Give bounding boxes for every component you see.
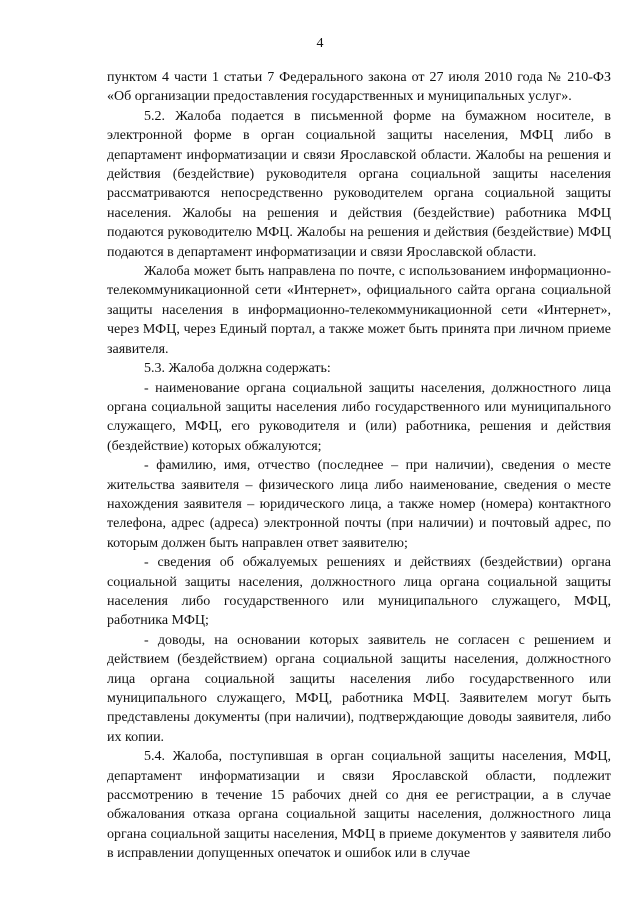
page-number: 4 <box>316 36 324 51</box>
list-item-name: - наименование органа социальной защиты населения, должностного лица органа социальной защиты населения либо государственного или муниципального служащего, МФЦ, его руководителя и (или) работника, решения и действия (бездействие) которых обжалуются; <box>107 380 611 454</box>
paragraph-1: пунктом 4 части 1 статьи 7 Федерального закона от 27 июля 2010 года № 210-ФЗ «Об организации предоставления государственных и муниципальных услуг». <box>107 70 611 105</box>
document-body <box>107 68 611 864</box>
paragraph-5-2: 5.2. Жалоба подается в письменной форме на бумажном носителе, в электронной форме в орган социальной защиты населения, МФЦ либо в департамент информатизации и связи Ярославской области. Жалобы на решения и действия (бездействие) руководителя органа социальной защиты населения рассматриваются непосредственно руководителем органа социальной защиты населения. Жалобы на решения и действия (бездействие) работника МФЦ подаются руководителю МФЦ. Жалобы на решения и действия (бездействие) МФЦ подаются в департамент информатизации и связи Ярославской области. <box>107 108 611 260</box>
list-item-decisions: - сведения об обжалуемых решениях и действиях (бездействии) органа социальной защиты населения, должностного лица органа социальной защиты населения либо государственного или муниципального служащего, МФЦ, работника МФЦ; <box>107 555 611 629</box>
paragraph-5-4: 5.4. Жалоба, поступившая в орган социальной защиты населения, МФЦ, департамент информатизации и связи Ярославской области, подлежит рассмотрению в течение 15 рабочих дней со дня ее регистрации, а в случае обжалования отказа органа социальной защиты населения, должностного лица органа социальной защиты населения, МФЦ в приеме документов у заявителя либо в исправлении допущенных опечаток и ошибок или в случае <box>107 749 611 862</box>
list-item-arguments: - доводы, на основании которых заявитель не согласен с решением и действием (бездействием) органа социальной защиты населения, должностного лица органа социальной защиты населения либо государственного или муниципального служащего, МФЦ, работника МФЦ. Заявителем могут быть представлены документы (при наличии), подтверждающие доводы заявителя, либо их копии. <box>107 632 611 745</box>
paragraph-5-3: 5.3. Жалоба должна содержать: <box>144 361 331 377</box>
list-item-applicant-info: - фамилию, имя, отчество (последнее – при наличии), сведения о месте жительства заявителя – физического лица либо наименование, сведения о месте нахождения заявителя – юридического лица, а также номер (номера) контактного телефона, адрес (адреса) электронной почты (при наличии) и почтовый адрес, по которым должен быть направлен ответ заявителю; <box>107 458 611 551</box>
paragraph-complaint-channels: Жалоба может быть направлена по почте, с использованием информационно-телекоммуникационной сети «Интернет», официального сайта органа социальной защиты населения в информационно-телекоммуникационной сети «Интернет», через МФЦ, через Единый портал, а также может быть принята при личном приеме заявителя. <box>107 264 611 357</box>
